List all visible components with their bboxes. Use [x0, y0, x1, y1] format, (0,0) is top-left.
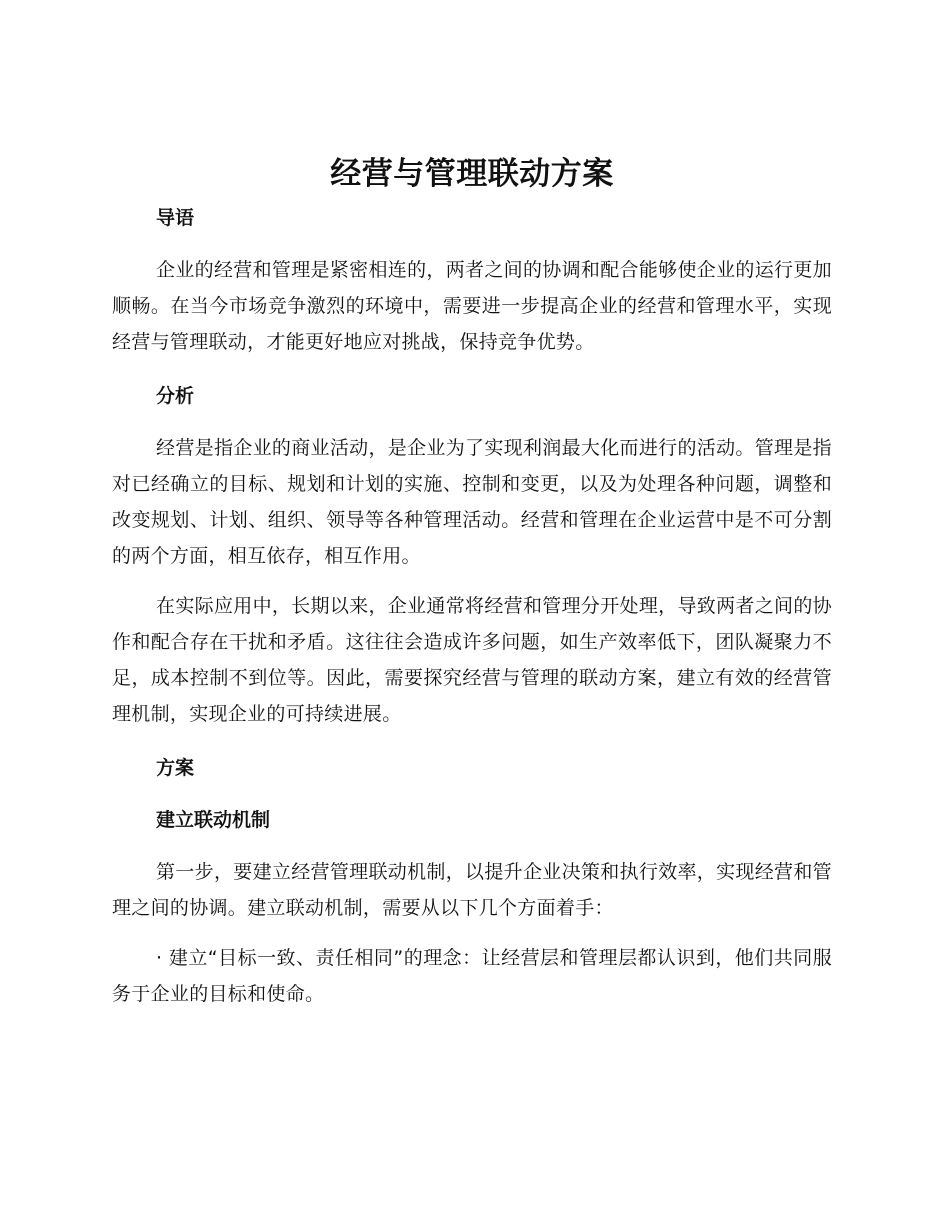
mechanism-paragraph: 第一步，要建立经营管理联动机制，以提升企业决策和执行效率，实现经营和管理之间的协调。建立联动机制，需要从以下几个方面着手： [112, 861, 832, 919]
bullet-item: · 建立“目标一致、责任相同”的理念：让经营层和管理层都认识到，他们共同服务于企业的目标和使命。 [112, 947, 832, 1005]
section-heading-analysis: 分析 [156, 385, 195, 407]
analysis-paragraph-1: 经营是指企业的商业活动，是企业为了实现利润最大化而进行的活动。管理是指对已经确立的目标、规划和计划的实施、控制和变更，以及为处理各种问题，调整和改变规划、计划、组织、领导等各种管理活动。经营和管理在企业运营中是不可分割的两个方面，相互依存，相互作用。 [112, 437, 832, 567]
section-heading-mechanism: 建立联动机制 [156, 809, 271, 831]
page-title: 经营与管理联动方案 [330, 156, 614, 192]
section-heading-intro: 导语 [156, 207, 195, 229]
analysis-paragraph-2: 在实际应用中，长期以来，企业通常将经营和管理分开处理，导致两者之间的协作和配合存在干扰和矛盾。这往往会造成许多问题，如生产效率低下，团队凝聚力不足，成本控制不到位等。因此，需要探究经营与管理的联动方案，建立有效的经营管理机制，实现企业的可持续进展。 [112, 595, 832, 725]
intro-paragraph: 企业的经营和管理是紧密相连的，两者之间的协调和配合能够使企业的运行更加顺畅。在当今市场竞争激烈的环境中，需要进一步提高企业的经营和管理水平，实现经营与管理联动，才能更好地应对挑战，保持竞争优势。 [112, 259, 832, 353]
document-page [112, 148, 832, 1012]
section-heading-plan: 方案 [156, 757, 195, 779]
